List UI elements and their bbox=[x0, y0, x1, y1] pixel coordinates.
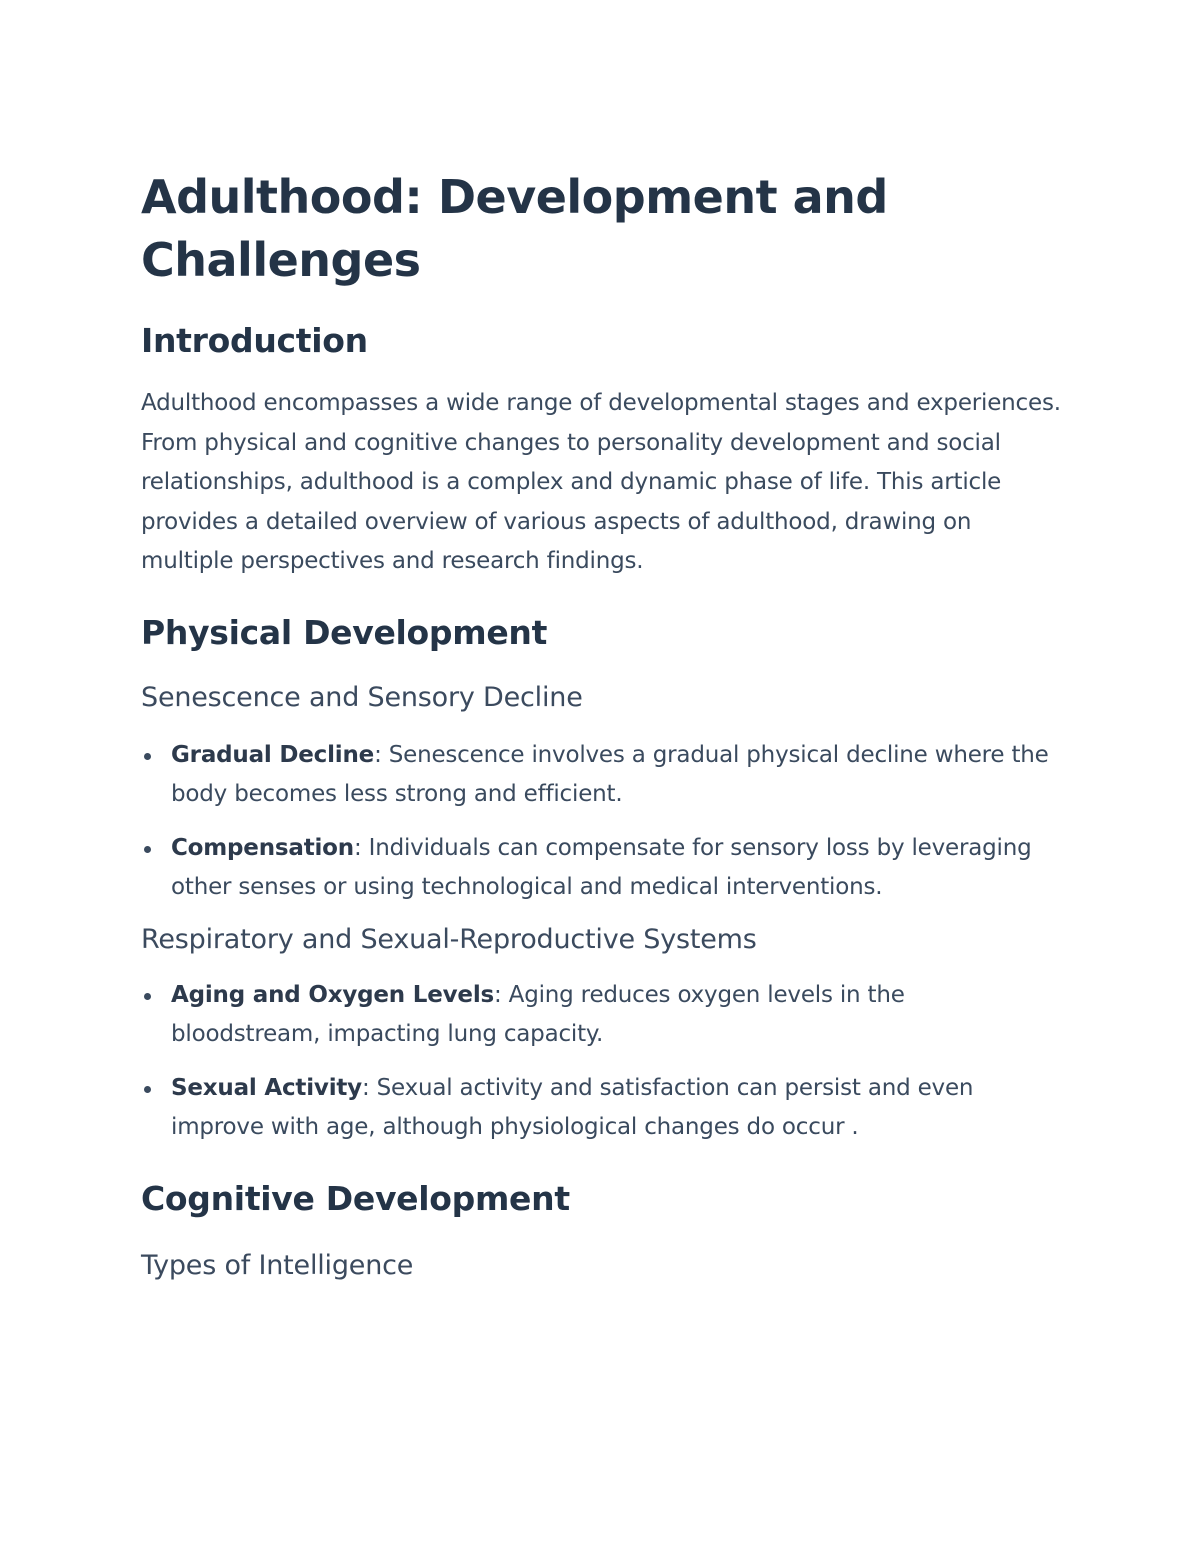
list-item bbox=[141, 736, 1061, 815]
list-item-text: : Aging reduces oxygen levels in the bloodstream, impacting lung capacity. bbox=[171, 981, 905, 1047]
subheading-senescence: Senescence and Sensory Decline bbox=[141, 681, 583, 713]
list-item-text: : Senescence involves a gradual physical decline where the body becomes less strong and efficient. bbox=[171, 741, 1049, 807]
list-item-text: : Individuals can compensate for sensory loss by leveraging other senses or using technological and medical interventions. bbox=[171, 834, 1032, 900]
intro-paragraph: Adulthood encompasses a wide range of developmental stages and experiences. From physical and cognitive changes to personality development and social relationships, adulthood is a complex and dynamic phase of life. This article provides a detailed overview of various aspects of adulthood, drawing on multiple perspectives and research findings. bbox=[141, 390, 1061, 574]
list-item bbox=[141, 1069, 1061, 1148]
heading-cognitive-development: Cognitive Development bbox=[141, 1178, 570, 1218]
list-item-text: : Sexual activity and satisfaction can persist and even improve with age, although physiological changes do occur . bbox=[171, 1074, 974, 1140]
senescence-list bbox=[141, 736, 1061, 908]
list-item bbox=[141, 829, 1061, 908]
list-item-term: Aging and Oxygen Levels bbox=[171, 981, 495, 1008]
page-title: Adulthood: Development and Challenges bbox=[141, 170, 888, 287]
heading-physical-development: Physical Development bbox=[141, 612, 548, 652]
document-page bbox=[141, 166, 1061, 1284]
subheading-respiratory: Respiratory and Sexual-Reproductive Systems bbox=[141, 923, 757, 955]
respiratory-list bbox=[141, 976, 1061, 1148]
list-item-term: Gradual Decline bbox=[171, 741, 375, 768]
subheading-types-of-intelligence: Types of Intelligence bbox=[141, 1249, 414, 1281]
heading-introduction: Introduction bbox=[141, 321, 368, 360]
list-item bbox=[141, 976, 1061, 1055]
list-item-term: Sexual Activity bbox=[171, 1074, 362, 1101]
list-item-term: Compensation bbox=[171, 834, 354, 861]
